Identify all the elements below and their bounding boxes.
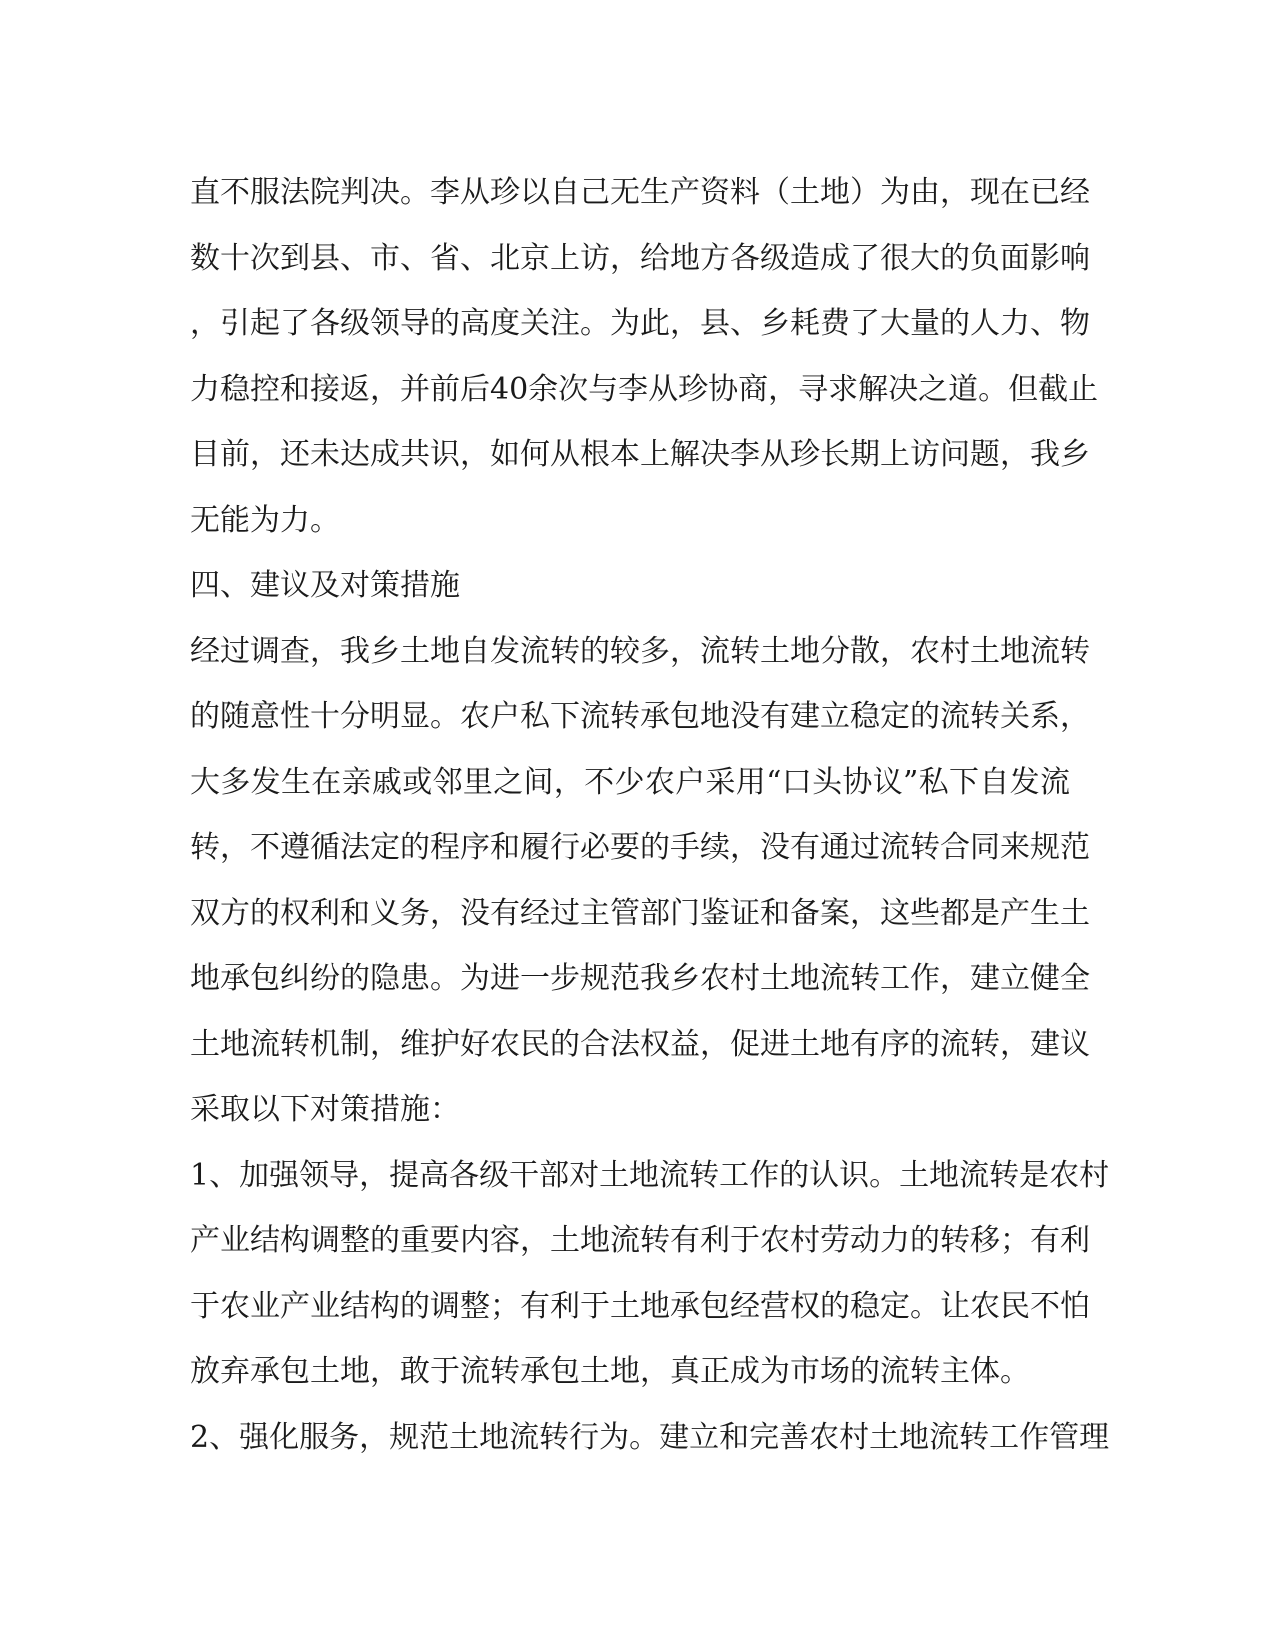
text-line: ，引起了各级领导的高度关注。为此，县、乡耗费了大量的人力、物 — [190, 306, 1090, 341]
text-line: 经过调查，我乡土地自发流转的较多，流转土地分散，农村土地流转 — [190, 633, 1090, 669]
text-line: 直不服法院判决。李从珍以自己无生产资料（土地）为由，现在已经 — [190, 175, 1090, 210]
text-line: 力稳控和接返，并前后40余次与李从珍协商，寻求解决之道。但截止 — [190, 371, 1099, 407]
text-line: 放弃承包土地，敢于流转承包土地，真正成为市场的流转主体。 — [190, 1354, 1030, 1389]
text-line: 1、加强领导，提高各级干部对土地流转工作的认识。土地流转是农村 — [190, 1157, 1110, 1193]
text-line: 目前，还未达成共识，如何从根本上解决李从珍长期上访问题，我乡 — [190, 437, 1090, 472]
text-line: 的随意性十分明显。农户私下流转承包地没有建立稳定的流转关系， — [190, 699, 1090, 734]
text-line: 土地流转机制，维护好农民的合法权益，促进土地有序的流转，建议 — [190, 1026, 1090, 1062]
text-line: 大多发生在亲戚或邻里之间，不少农户采用“口头协议”私下自发流 — [190, 764, 1070, 800]
text-line: 地承包纠纷的隐患。为进一步规范我乡农村土地流转工作，建立健全 — [190, 961, 1090, 996]
text-line: 于农业产业结构的调整；有利于土地承包经营权的稳定。让农民不怕 — [190, 1288, 1090, 1324]
section-heading: 四、建议及对策措施 — [190, 568, 460, 603]
text-line: 双方的权利和义务，没有经过主管部门鉴证和备案，这些都是产生土 — [190, 895, 1090, 931]
text-line: 2、强化服务，规范土地流转行为。建立和完善农村土地流转工作管理 — [190, 1419, 1110, 1455]
document-body — [190, 160, 1110, 1470]
text-line: 产业结构调整的重要内容，土地流转有利于农村劳动力的转移；有利 — [190, 1223, 1090, 1258]
text-line: 数十次到县、市、省、北京上访，给地方各级造成了很大的负面影响 — [190, 240, 1090, 276]
text-line: 转，不遵循法定的程序和履行必要的手续，没有通过流转合同来规范 — [190, 830, 1090, 865]
text-line: 采取以下对策措施： — [190, 1092, 460, 1127]
text-line: 无能为力。 — [190, 502, 340, 538]
